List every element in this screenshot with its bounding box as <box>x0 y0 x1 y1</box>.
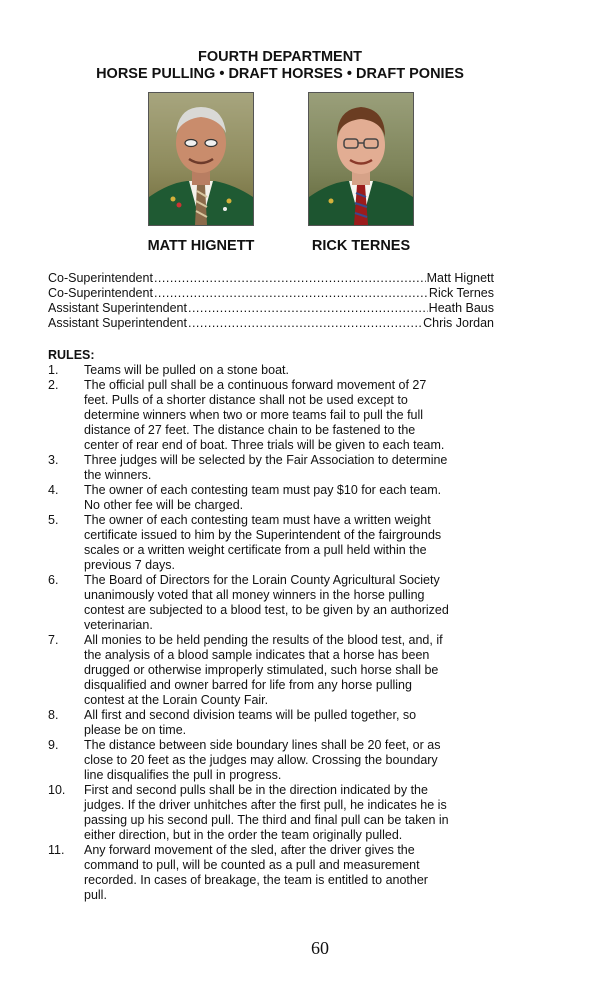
rule-item <box>48 483 494 513</box>
rule-line: The owner of each contesting team must have a written weight <box>84 513 431 527</box>
rule-line: No other fee will be charged. <box>84 498 244 512</box>
leader-dots <box>154 286 428 301</box>
rule-text <box>84 453 494 483</box>
rule-number: 3. <box>48 453 59 467</box>
rule-text <box>84 378 494 453</box>
rule-line: passing up his second pull. The third and final pull can be taken in <box>84 813 449 827</box>
official-name-1: MATT HIGNETT <box>147 238 255 254</box>
rules-heading: RULES: <box>48 348 95 362</box>
rule-number: 1. <box>48 363 59 377</box>
portrait-rick-ternes <box>308 92 414 226</box>
rule-line: All monies to be held pending the results of the blood test, and, if <box>84 633 443 647</box>
portrait-matt-hignett <box>148 92 254 226</box>
rule-line: The owner of each contesting team must pay $10 for each team. <box>84 483 442 497</box>
rule-number: 6. <box>48 573 59 587</box>
rule-item <box>48 708 494 738</box>
rule-line: The distance between side boundary lines shall be 20 feet, or as <box>84 738 441 752</box>
rule-item <box>48 783 494 843</box>
staff-role: Co-Superintendent <box>48 271 153 285</box>
rule-line: certificate issued to him by the Superintendent of the fairgrounds <box>84 528 442 542</box>
staff-row <box>48 271 494 286</box>
rules-list <box>48 363 494 903</box>
rule-text <box>84 513 494 573</box>
rule-line: The official pull shall be a continuous forward movement of 27 <box>84 378 427 392</box>
rule-text <box>84 483 494 513</box>
rule-number: 2. <box>48 378 59 392</box>
rule-text <box>84 708 494 738</box>
rule-line: distance of 27 feet. The distance chain to be fastened to the <box>84 423 416 437</box>
department-title: FOURTH DEPARTMENT <box>197 49 363 65</box>
rule-number: 5. <box>48 513 59 527</box>
rule-line: contest are subjected to a blood test, to be given by an authorized <box>84 603 449 617</box>
rule-text <box>84 363 494 378</box>
rule-line: All first and second division teams will be pulled together, so <box>84 708 417 722</box>
staff-role: Assistant Superintendent <box>48 301 187 315</box>
department-subtitle: HORSE PULLING • DRAFT HORSES • DRAFT PONIES <box>96 66 464 82</box>
rule-number: 7. <box>48 633 59 647</box>
rule-item <box>48 843 494 903</box>
rule-line: Any forward movement of the sled, after the driver gives the <box>84 843 415 857</box>
rule-text <box>84 738 494 783</box>
staff-row <box>48 316 494 331</box>
rule-line: recorded. In cases of breakage, the team is entitled to another <box>84 873 428 887</box>
rule-line: determine winners when two or more teams fail to pull the full <box>84 408 424 422</box>
staff-person: Rick Ternes <box>428 286 494 300</box>
rule-line: Three judges will be selected by the Fair Association to determine <box>84 453 448 467</box>
rule-line: either direction, but in the order the team originally pulled. <box>84 828 403 842</box>
rule-item <box>48 378 494 453</box>
rule-line: unanimously voted that all money winners in the horse pulling <box>84 588 425 602</box>
rule-item <box>48 738 494 783</box>
rule-text <box>84 573 494 633</box>
rule-text <box>84 843 494 903</box>
staff-person: Matt Hignett <box>426 271 494 285</box>
rule-number: 8. <box>48 708 59 722</box>
rule-line: feet. Pulls of a shorter distance shall not be used except to <box>84 393 408 407</box>
rule-number: 11. <box>48 843 65 857</box>
rule-item <box>48 363 494 378</box>
leader-dots <box>188 301 428 316</box>
rule-line: The Board of Directors for the Lorain County Agricultural Society <box>84 573 440 587</box>
rule-line: previous 7 days. <box>84 558 176 572</box>
rule-line: please be on time. <box>84 723 187 737</box>
rule-line: drugged or otherwise improperly stimulated, such horse shall be <box>84 663 439 677</box>
official-name-2: RICK TERNES <box>311 238 411 254</box>
rule-line: the analysis of a blood sample indicates that a horse has been <box>84 648 430 662</box>
rule-line: line disqualifies the pull in progress. <box>84 768 282 782</box>
rule-line: center of rear end of boat. Three trials will be given to each team. <box>84 438 445 452</box>
staff-row <box>48 301 494 316</box>
rule-number: 10. <box>48 783 66 797</box>
staff-row <box>48 286 494 301</box>
rule-line: judges. If the driver unhitches after the first pull, he indicates he is <box>84 798 447 812</box>
rule-item <box>48 513 494 573</box>
rule-line: Teams will be pulled on a stone boat. <box>84 363 289 377</box>
leader-dots <box>188 316 422 331</box>
rule-number: 4. <box>48 483 59 497</box>
rule-line: close to 20 feet as the judges may allow. Crossing the boundary <box>84 753 438 767</box>
rule-item <box>48 573 494 633</box>
leader-dots <box>154 271 426 286</box>
rule-item <box>48 633 494 708</box>
rule-line: First and second pulls shall be in the direction indicated by the <box>84 783 428 797</box>
rule-text <box>84 633 494 708</box>
rule-line: pull. <box>84 888 107 902</box>
staff-role: Co-Superintendent <box>48 286 153 300</box>
rule-number: 9. <box>48 738 59 752</box>
rule-line: scales or a written weight certificate from a pull held within the <box>84 543 427 557</box>
rule-line: the winners. <box>84 468 152 482</box>
page-number: 60 <box>311 938 329 958</box>
rule-item <box>48 453 494 483</box>
staff-role: Assistant Superintendent <box>48 316 187 330</box>
rule-text <box>84 783 494 843</box>
staff-person: Heath Baus <box>428 301 494 315</box>
staff-list <box>48 271 494 331</box>
rule-line: disqualified and owner barred for life from any horse pulling <box>84 678 412 692</box>
rule-line: contest at the Lorain County Fair. <box>84 693 269 707</box>
rule-line: command to pull, will be counted as a pull and measurement <box>84 858 420 872</box>
rule-line: veterinarian. <box>84 618 153 632</box>
staff-person: Chris Jordan <box>423 316 494 330</box>
